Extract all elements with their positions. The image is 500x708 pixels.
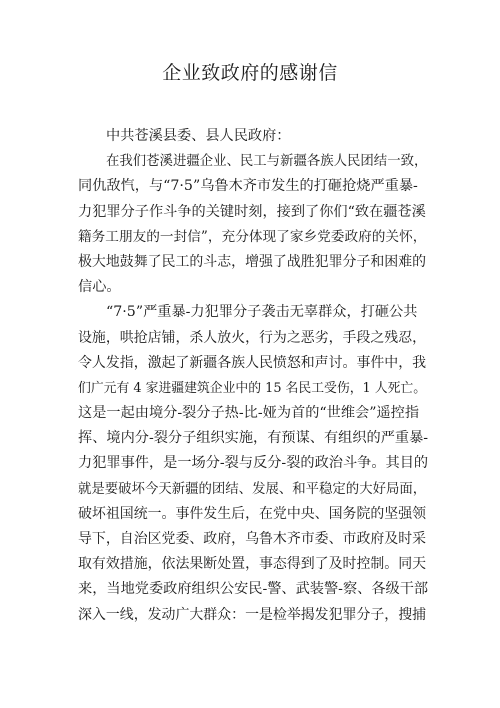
body-line: 们广元有 4 家进疆建筑企业中的 15 名民工受伤，1 人死亡。 xyxy=(78,380,427,396)
letter-body xyxy=(78,124,428,628)
body-line: 挥、境内分-裂分子组织实施，有预谋、有组织的严重暴- xyxy=(78,430,429,447)
body-line: 力犯罪分子作斗争的关键时刻，接到了你们“致在疆苍溪 xyxy=(78,203,426,220)
body-line: 就是要破坏今天新疆的团结、发展、和平稳定的大好局面， xyxy=(78,481,427,497)
body-line: 这是一起由境分-裂分子热-比-娅为首的“世维会”遥控指 xyxy=(78,405,420,422)
body-line: 设施，哄抢店铺，杀人放火，行为之恶劣，手段之残忍， xyxy=(78,329,427,346)
body-line: 导下，自治区党委、政府，乌鲁木齐市委、市政府及时采 xyxy=(78,531,427,547)
body-line: 破坏祖国统一。事件发生后，在党中央、国务院的坚强领 xyxy=(78,505,427,522)
document-title: 企业致政府的感谢信 xyxy=(162,62,338,84)
body-line: 力犯罪事件，是一场分-裂与反分-裂的政治斗争。其目的 xyxy=(78,455,429,472)
body-line: 令人发指，激起了新疆各族人民愤怒和声讨。事件中，我 xyxy=(78,354,427,371)
body-line: “7·5”严重暴-力犯罪分子袭击无辜群众，打砸公共 xyxy=(106,304,418,321)
body-line: 取有效措施，依法果断处置，事态得到了及时控制。同天 xyxy=(78,556,427,573)
body-line: 深入一线，发动广大群众：一是检举揭发犯罪分子，搜捕 xyxy=(78,606,427,623)
body-line: 籍务工朋友的一封信”，充分体现了家乡党委政府的关怀， xyxy=(78,228,427,245)
body-line: 同仇敌忾，与“7·5”乌鲁木齐市发生的打砸抢烧严重暴- xyxy=(78,178,418,195)
body-line: 极大地鼓舞了民工的斗志，增强了战胜犯罪分子和困难的 xyxy=(78,253,427,270)
salutation-line: 中共苍溪县委、县人民政府： xyxy=(106,128,291,144)
body-line: 在我们苍溪进疆企业、民工与新疆各族人民团结一致， xyxy=(106,154,428,170)
body-line: 信心。 xyxy=(78,279,121,296)
body-line: 来，当地党委政府组织公安民-警、武装警-察、各级干部 xyxy=(78,581,429,598)
